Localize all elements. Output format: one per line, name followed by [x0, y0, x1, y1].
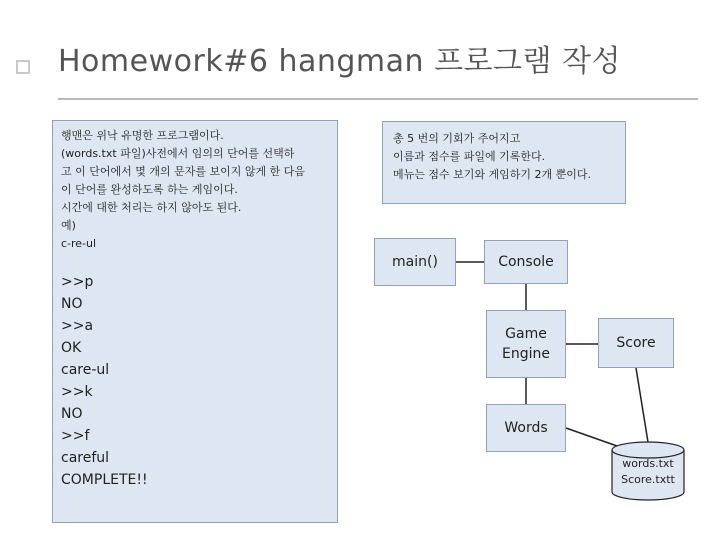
console-box — [484, 240, 568, 284]
session-line: careful — [61, 450, 110, 466]
score-label: Score — [616, 335, 656, 351]
session-line: >>f — [61, 428, 90, 444]
console-label: Console — [498, 254, 554, 270]
connector-score-storage — [636, 368, 648, 442]
description-line: 행맨은 위낙 유명한 프로그램이다. — [61, 129, 224, 142]
description-line: 고 이 단어에서 몇 개의 문자를 보이지 않게 한 다음 — [61, 165, 305, 178]
description-line: (words.txt 파일)사전에서 임의의 단어를 선택하 — [61, 147, 295, 160]
note-line: 이름과 점수를 파일에 기록한다. — [393, 150, 546, 163]
description-line: c-re-ul — [61, 237, 97, 250]
score-box — [598, 318, 674, 368]
session-line: COMPLETE!! — [61, 472, 148, 488]
main-function-label: main() — [392, 254, 438, 270]
storage-files-label: words.txt Score.txtt — [621, 457, 675, 486]
description-line: 시간에 대한 처리는 하지 않아도 된다. — [61, 201, 242, 214]
session-line: >>a — [61, 318, 94, 334]
note-line: 메뉴는 점수 보기와 게임하기 2개 뿐이다. — [393, 168, 591, 181]
slide-title: Homework#6 hangman 프로그램 작성 — [58, 44, 621, 79]
session-line: NO — [61, 296, 83, 312]
session-line: care-ul — [61, 362, 110, 378]
description-line: 예) — [61, 219, 76, 232]
session-line: NO — [61, 406, 83, 422]
description-line: 이 단어를 완성하도록 하는 게임이다. — [61, 183, 238, 196]
game-engine-box — [486, 310, 566, 378]
note-line: 총 5 번의 기회가 주어지고 — [393, 132, 521, 145]
session-line: OK — [61, 340, 82, 356]
main-function-box — [374, 238, 456, 286]
session-line: >>k — [61, 384, 93, 400]
words-label: Words — [504, 420, 548, 436]
connector-words-storage — [566, 428, 617, 446]
game-engine-label: Game Engine — [502, 326, 550, 362]
words-box — [486, 404, 566, 452]
session-line: >>p — [61, 274, 94, 290]
